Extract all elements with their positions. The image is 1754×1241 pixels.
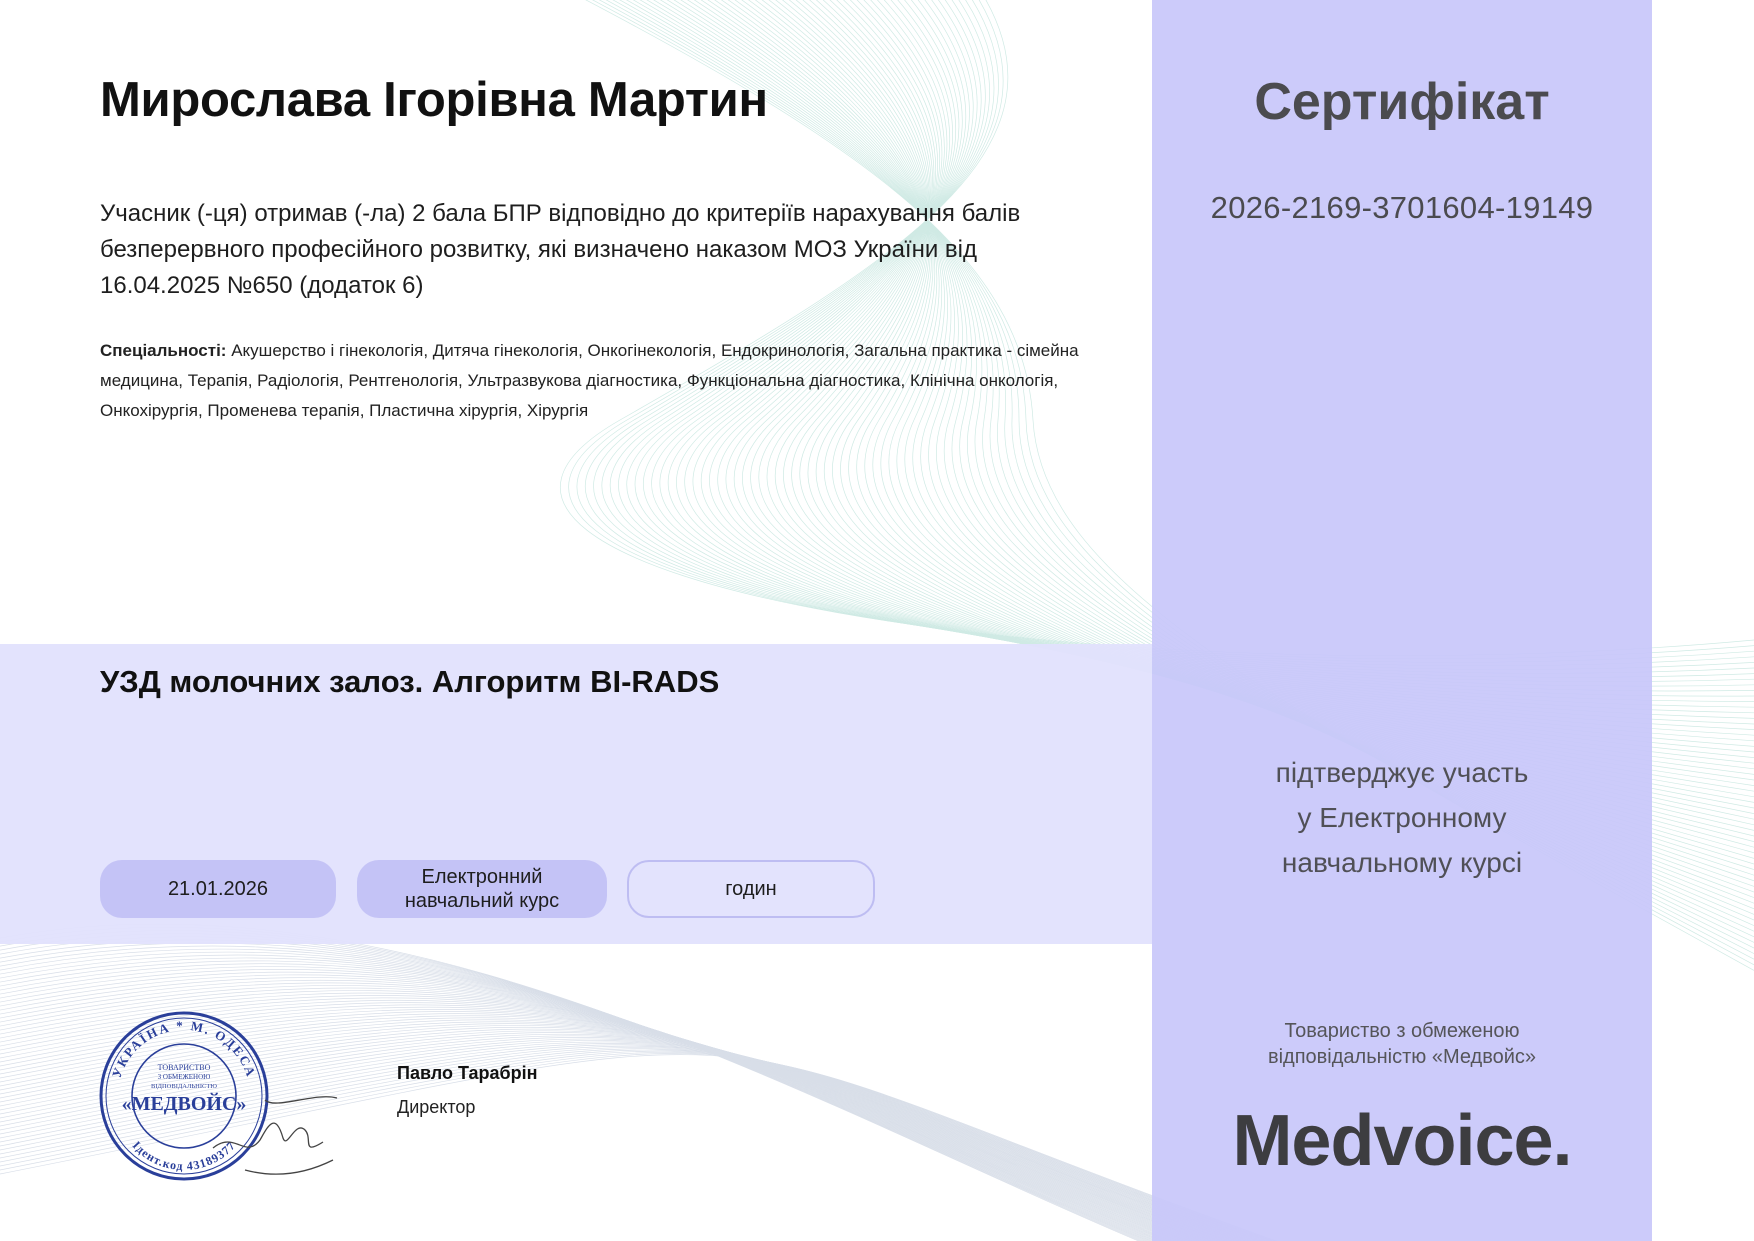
specialties-list: Акушерство і гінекологія, Дитяча гінекологія, Онкогінекологія, Ендокринологія, Загальна практика - сімейна медицина, Терапія, Радіологія, Рентгенологія, Ультразвукова діагностика, Функціональна діагностика, Клінічна онкологія, Онкохірургія, Променева терапія, Пластична хірургія, Хірургія	[100, 341, 1079, 420]
certificate-number: 2026-2169-3701604-19149	[1210, 190, 1594, 225]
company-name-line1: Товариство з обмеженою	[1284, 1020, 1520, 1042]
bpr-statement: Учасник (-ця) отримав (-ла) 2 бала БПР відповідно до критеріїв нарахування балів безперервного професійного розвитку, які визначено наказом МОЗ України від 16.04.2025 №650 (додаток 6)	[100, 200, 1021, 299]
confirmation-line2: у Електронному	[1297, 802, 1507, 833]
seal-inner-line2: З ОБМЕЖЕНОЮ	[157, 1073, 211, 1081]
confirmation-text	[1152, 750, 1652, 885]
course-date: 21.01.2026	[167, 878, 269, 900]
signer-name: Павло Тарабрін	[397, 1063, 538, 1083]
confirmation-line3: навчальному курсі	[1281, 847, 1523, 878]
course-hours-chip	[627, 860, 875, 918]
certificate-title: Сертифікат	[1254, 73, 1550, 131]
recipient-name: Мирослава Ігорівна Мартин	[100, 73, 768, 127]
confirmation-line1: підтверджує участь	[1275, 757, 1529, 788]
seal-top-text: УКРАЇНА * М. ОДЕСА	[108, 1017, 260, 1080]
signer-role: Директор	[397, 1097, 476, 1117]
seal-inner-line1: ТОВАРИСТВО	[157, 1063, 211, 1072]
seal-inner-line3: ВІДПОВІДАЛЬНІСТЮ	[151, 1083, 217, 1090]
director-signature	[205, 1090, 345, 1180]
seal-brand: «МЕДВОЙС»	[121, 1093, 247, 1115]
specialties	[100, 336, 1090, 426]
seal-bottom-text: Ідент.код 43189377	[129, 1138, 239, 1174]
course-hours: годин	[725, 878, 777, 900]
company-name-line2: відповідальністю «Медвойс»	[1267, 1046, 1537, 1068]
course-date-chip	[100, 860, 336, 918]
course-type-chip	[357, 860, 607, 918]
course-type-line2: навчальний курс	[404, 890, 560, 912]
course-type-line1: Електронний	[421, 866, 543, 888]
course-type	[405, 865, 559, 913]
specialties-label: Спеціальності:	[100, 341, 227, 360]
medvoice-logo: Medvoice.	[1232, 1101, 1572, 1181]
company-name	[1152, 1018, 1652, 1070]
course-title: УЗД молочних залоз. Алгоритм BI-RADS	[100, 664, 720, 699]
